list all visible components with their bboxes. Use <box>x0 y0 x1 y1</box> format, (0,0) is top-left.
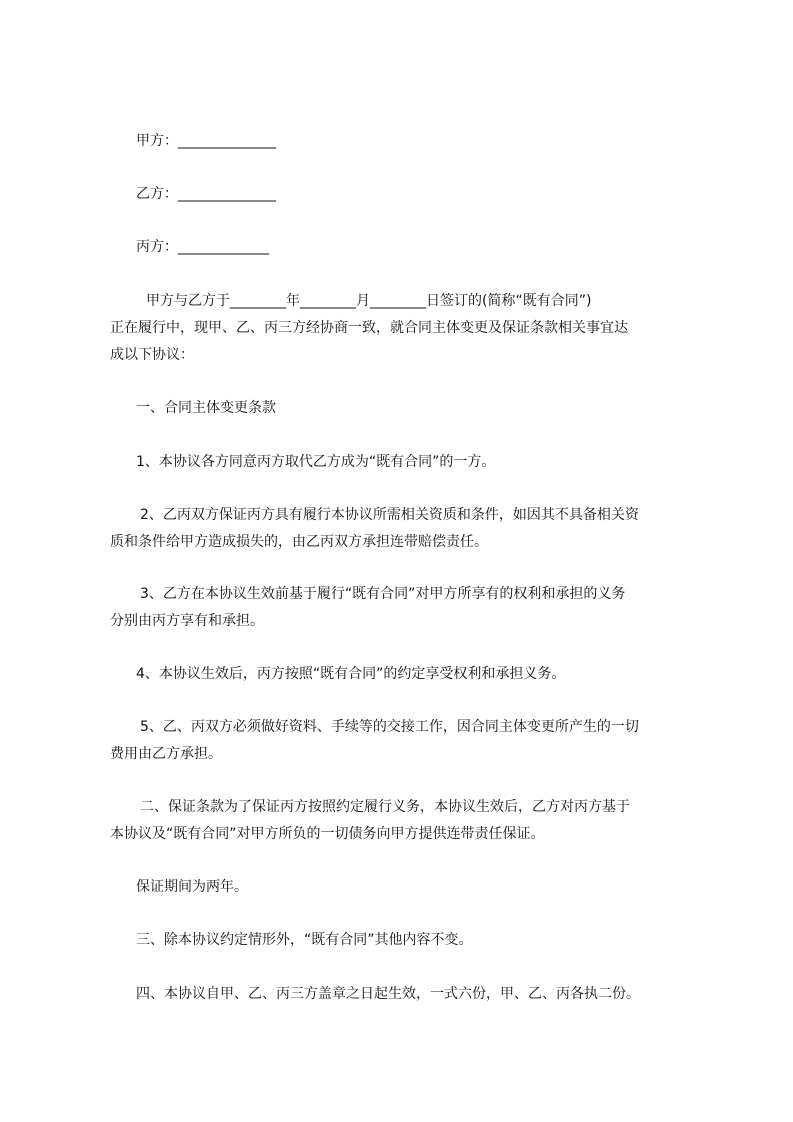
preamble-line-2: 正在履行中，现甲、乙、丙三方经协商一致，就合同主体变更及保证条款相关事宜达 <box>110 320 628 336</box>
clause-3-line-2: 分别由丙方享有和承担。 <box>110 613 264 629</box>
clause-2-line-2: 质和条件给甲方造成损失的，由乙丙双方承担连带赔偿责任。 <box>110 534 488 550</box>
clause-4: 4、本协议生效后，丙方按照“既有合同”的约定享受权利和承担义务。 <box>136 666 566 682</box>
party-b-line: 乙方：______________ <box>136 186 276 202</box>
preamble-line-3: 成以下协议： <box>110 347 194 363</box>
clause-5-line-1: 5、乙、丙双方必须做好资料、手续等的交接工作，因合同主体变更所产生的一切 <box>140 719 639 735</box>
section-2-line-2: 本协议及“既有合同”对甲方所负的一切债务向甲方提供连带责任保证。 <box>110 826 545 842</box>
section-1-heading: 一、合同主体变更条款 <box>136 400 276 416</box>
party-c-line: 丙方：_____________ <box>136 239 269 255</box>
section-2-line-1: 二、保证条款为了保证丙方按照约定履行义务，本协议生效后，乙方对丙方基于 <box>140 799 630 815</box>
section-4: 四、本协议自甲、乙、丙三方盖章之日起生效，一式六份，甲、乙、丙各执二份。 <box>136 986 640 1002</box>
party-a-line: 甲方：______________ <box>136 133 276 149</box>
guarantee-period: 保证期间为两年。 <box>136 879 248 895</box>
section-3: 三、除本协议约定情形外，“既有合同”其他内容不变。 <box>136 932 473 948</box>
preamble-line-1: 甲方与乙方于________年________月________日签订的(简称“既有合同”) <box>146 293 592 309</box>
clause-3-line-1: 3、乙方在本协议生效前基于履行“既有合同”对甲方所享有的权利和承担的义务 <box>140 586 626 602</box>
clause-2-line-1: 2、乙丙双方保证丙方具有履行本协议所需相关资质和条件，如因其不具备相关资 <box>140 507 639 523</box>
clause-1: 1、本协议各方同意丙方取代乙方成为“既有合同”的一方。 <box>136 454 496 470</box>
clause-5-line-2: 费用由乙方承担。 <box>110 746 222 762</box>
